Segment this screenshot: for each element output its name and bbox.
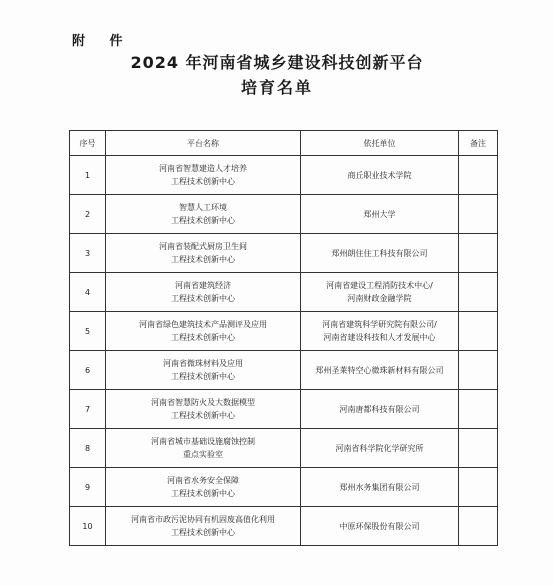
platform-name-line: 河南省绿色建筑技术产品测评及应用: [139, 320, 267, 329]
column-header-no: 序号: [70, 131, 106, 156]
host-unit-line: 河南唐都科技有限公司: [339, 404, 420, 414]
page-title: 2024 年河南省城乡建设科技创新平台: [130, 53, 424, 72]
table-row: [70, 312, 498, 351]
remark-cell: [459, 312, 498, 351]
remark-cell: [459, 468, 498, 507]
platform-name-cell: [106, 273, 301, 312]
row-number: 7: [70, 390, 106, 429]
column-header-unit: 依托单位: [301, 131, 459, 156]
platform-name-line: 河南省智慧建造人才培养: [159, 164, 247, 173]
row-number: 6: [70, 351, 106, 390]
host-unit-line: 河南财政金融学院: [347, 294, 412, 303]
host-unit-line: 商丘职业技术学院: [347, 170, 412, 180]
host-unit-line: 河南省建筑科学研究院有限公司/: [322, 320, 437, 329]
platform-name-cell: [106, 468, 301, 507]
row-number: 3: [70, 234, 106, 273]
host-unit-line: 郑州朗住住工科技有限公司: [331, 248, 428, 258]
host-unit-line: 河南省科学院化学研究所: [335, 443, 424, 453]
platform-name-line: 河南省城市基础设施腐蚀控制: [151, 437, 255, 446]
platform-name-line: 工程技术创新中心: [171, 216, 235, 225]
remark-cell: [459, 390, 498, 429]
remark-cell: [459, 351, 498, 390]
host-unit-cell: [301, 468, 459, 507]
host-unit-cell: [301, 156, 459, 195]
platform-name-cell: [106, 507, 301, 546]
platform-name-line: 工程技术创新中心: [171, 177, 235, 186]
platform-name-line: 工程技术创新中心: [171, 489, 235, 498]
host-unit-cell: [301, 273, 459, 312]
host-unit-cell: [301, 312, 459, 351]
platform-name-cell: [106, 390, 301, 429]
table-body: [70, 156, 498, 546]
platform-name-cell: [106, 234, 301, 273]
platform-name-cell: [106, 312, 301, 351]
host-unit-cell: [301, 195, 459, 234]
row-number: 5: [70, 312, 106, 351]
platform-name-cell: [106, 156, 301, 195]
remark-cell: [459, 156, 498, 195]
host-unit-line: 郑州水务集团有限公司: [339, 482, 420, 492]
table-row: [70, 390, 498, 429]
row-number: 2: [70, 195, 106, 234]
platform-name-cell: [106, 195, 301, 234]
platform-name-line: 河南省水务安全保障: [167, 476, 239, 485]
platform-name-line: 重点实验室: [183, 450, 223, 459]
table-row: [70, 156, 498, 195]
platform-name-line: 河南省市政污泥协同有机固废高值化利用: [131, 515, 275, 524]
platform-list-table: [69, 130, 498, 546]
host-unit-line: 郑州大学: [363, 209, 396, 219]
row-number: 1: [70, 156, 106, 195]
table-row: [70, 273, 498, 312]
host-unit-line: 河南省建设科技和人才发展中心: [323, 333, 436, 342]
row-number: 9: [70, 468, 106, 507]
table-row: [70, 351, 498, 390]
row-number: 8: [70, 429, 106, 468]
attachment-label: 附 件: [72, 34, 133, 49]
row-number: 4: [70, 273, 106, 312]
remark-cell: [459, 195, 498, 234]
page-subtitle: 培育名单: [240, 78, 313, 97]
platform-name-line: 河南省微珠材料及应用: [163, 359, 243, 368]
table-row: [70, 234, 498, 273]
table-row: [70, 507, 498, 546]
host-unit-cell: [301, 351, 459, 390]
host-unit-cell: [301, 390, 459, 429]
platform-name-cell: [106, 429, 301, 468]
platform-name-cell: [106, 351, 301, 390]
platform-name-line: 河南省装配式厨房卫生间: [159, 242, 247, 251]
host-unit-line: 河南省建设工程消防技术中心/: [326, 281, 433, 290]
table-row: [70, 468, 498, 507]
platform-name-line: 工程技术创新中心: [171, 411, 235, 420]
platform-name-line: 河南省智慧防火及大数据模型: [151, 398, 255, 407]
platform-name-line: 智慧人工环境: [179, 203, 227, 212]
platform-name-line: 工程技术创新中心: [171, 372, 235, 381]
table-row: [70, 429, 498, 468]
platform-name-line: 工程技术创新中心: [171, 528, 235, 537]
host-unit-cell: [301, 234, 459, 273]
host-unit-cell: [301, 507, 459, 546]
table-header-row: [70, 131, 498, 156]
row-number: 10: [70, 507, 106, 546]
remark-cell: [459, 273, 498, 312]
column-header-platform: 平台名称: [106, 131, 301, 156]
remark-cell: [459, 507, 498, 546]
platform-name-line: 工程技术创新中心: [171, 255, 235, 264]
host-unit-line: 中原环保股份有限公司: [339, 521, 420, 531]
platform-name-line: 工程技术创新中心: [171, 333, 235, 342]
host-unit-line: 郑州圣莱特空心微珠新材料有限公司: [315, 365, 444, 375]
remark-cell: [459, 429, 498, 468]
platform-name-line: 工程技术创新中心: [171, 294, 235, 303]
host-unit-cell: [301, 429, 459, 468]
remark-cell: [459, 234, 498, 273]
table-row: [70, 195, 498, 234]
platform-name-line: 河南省建筑经济: [175, 281, 231, 290]
column-header-remark: 备注: [459, 131, 498, 156]
